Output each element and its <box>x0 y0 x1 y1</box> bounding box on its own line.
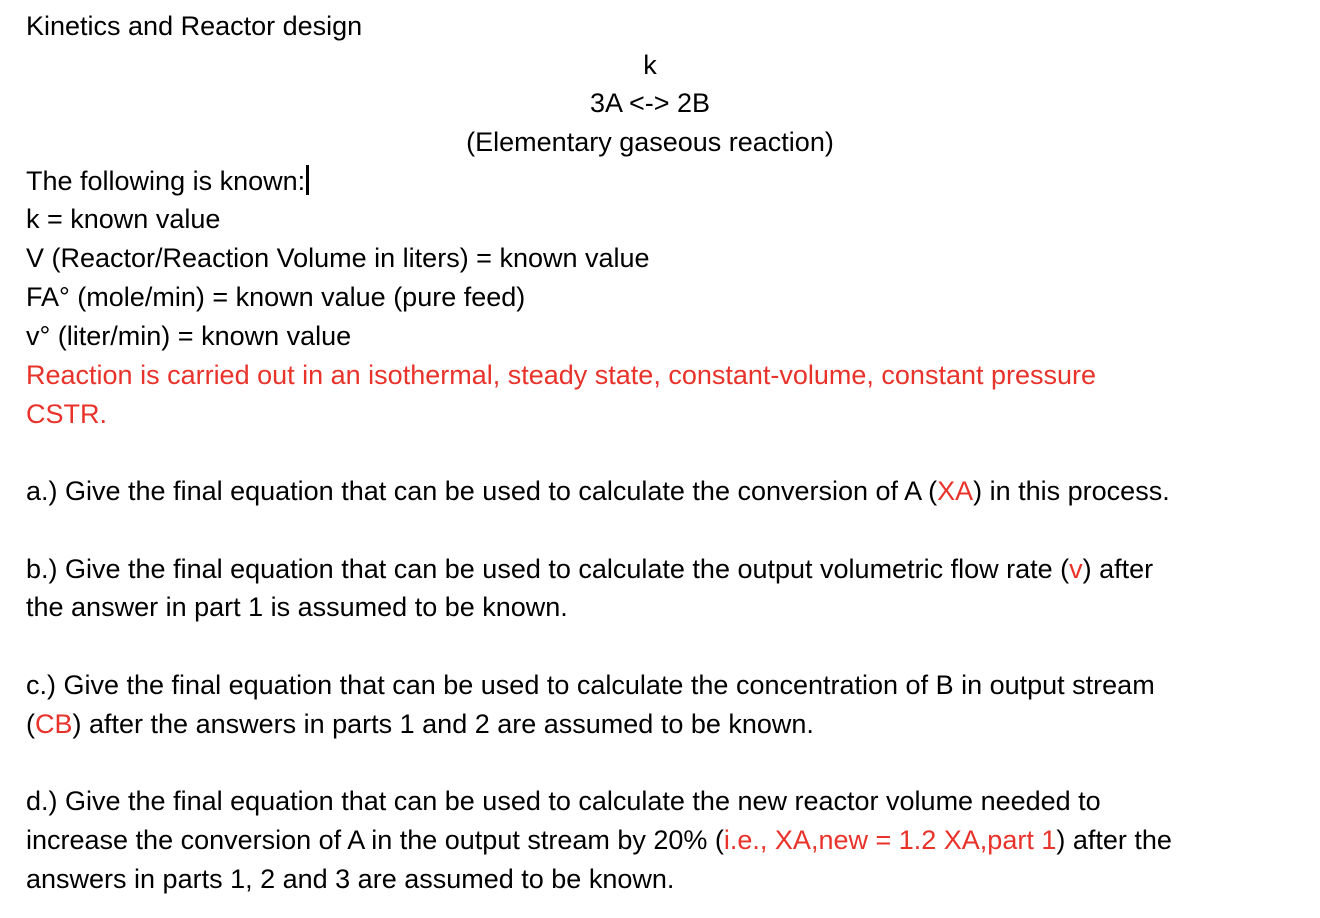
question-c-continued <box>26 708 814 740</box>
question-d-continued: answers in parts 1, 2 and 3 are assumed to be known. <box>26 864 675 894</box>
text-cursor <box>306 165 309 195</box>
reaction-type: (Elementary gaseous reaction) <box>466 127 834 157</box>
question-text: ) after the <box>1056 825 1172 855</box>
question-b <box>26 553 1153 585</box>
question-text: a.) Give the final equation that can be used to calculate the conversion of A ( <box>26 476 938 506</box>
condition-line: Reaction is carried out in an isothermal, steady state, constant-volume, constant pressure <box>26 360 1097 390</box>
known-item: k = known value <box>26 204 221 234</box>
question-a <box>26 475 1170 507</box>
question-d: d.) Give the final equation that can be used to calculate the new reactor volume needed to <box>26 786 1101 816</box>
known-item: V (Reactor/Reaction Volume in liters) = known value <box>26 243 650 273</box>
highlight-variable: v <box>1069 554 1083 584</box>
question-c: c.) Give the final equation that can be used to calculate the concentration of B in output stream <box>26 670 1155 700</box>
highlight-variable: CB <box>35 709 73 739</box>
document-title: Kinetics and Reactor design <box>26 11 363 41</box>
question-text: increase the conversion of A in the output stream by 20% ( <box>26 825 724 855</box>
known-item: FA° (mole/min) = known value (pure feed) <box>26 282 526 312</box>
known-item: v° (liter/min) = known value <box>26 321 352 351</box>
known-heading-line[interactable] <box>26 165 309 197</box>
question-b-continued: the answer in part 1 is assumed to be known. <box>26 592 568 622</box>
question-text: ) after the answers in parts 1 and 2 are assumed to be known. <box>72 709 814 739</box>
question-d-continued <box>26 824 1172 856</box>
highlight-variable: XA <box>937 476 974 506</box>
condition-line: CSTR. <box>26 399 107 429</box>
rate-constant-label: k <box>643 50 657 80</box>
question-text: b.) Give the final equation that can be used to calculate the output volumetric flow rate ( <box>26 554 1070 584</box>
reaction-equation: 3A <-> 2B <box>589 88 711 118</box>
question-text: ( <box>26 709 35 739</box>
question-text: ) in this process. <box>973 476 1170 506</box>
question-text: ) after <box>1082 554 1154 584</box>
highlight-variable: i.e., XA,new = 1.2 XA,part 1 <box>723 825 1057 855</box>
known-heading: The following is known: <box>26 166 306 196</box>
